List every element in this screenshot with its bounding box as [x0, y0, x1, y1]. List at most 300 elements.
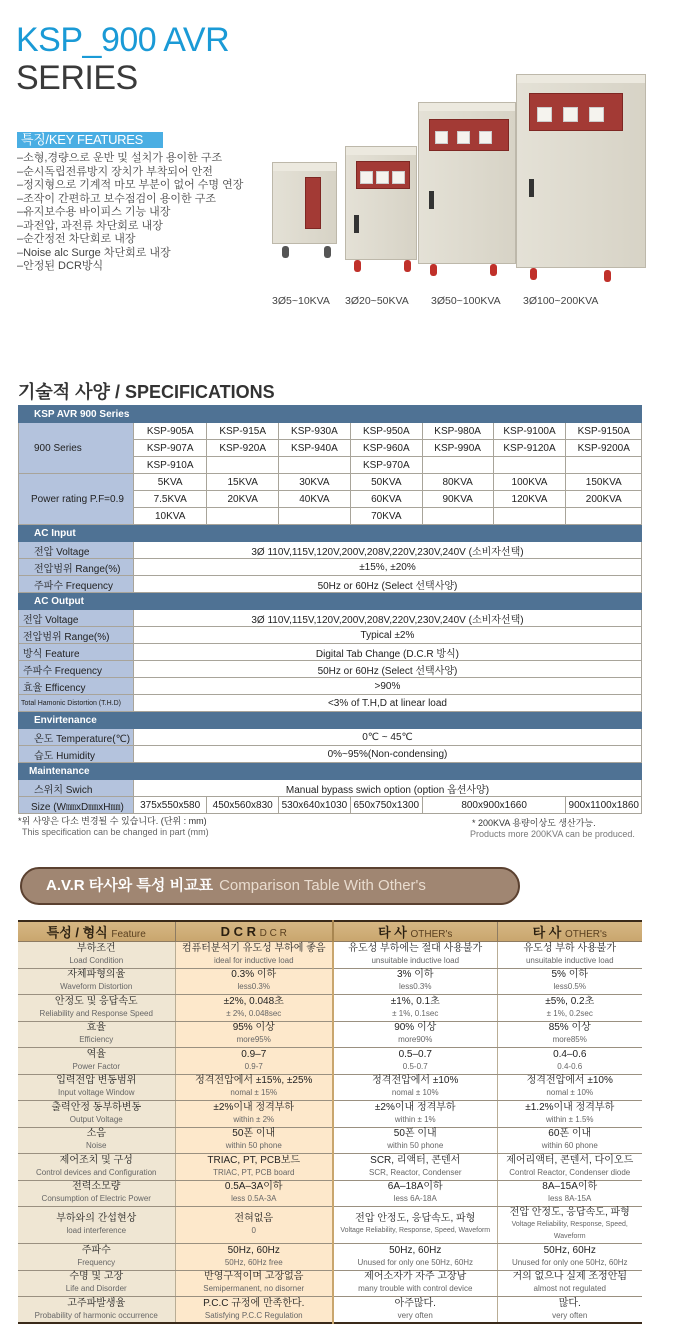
cell-en: Output Voltage [69, 1114, 123, 1124]
cell-en: ± 1%, 0.1sec [392, 1008, 439, 1018]
model-cell [207, 457, 279, 474]
power-cell: 7.5KVA [133, 491, 206, 508]
cell-ko: 거의 없으나 실제 조정안됨 [512, 1271, 628, 1283]
cell-ko: 출력안정 동부하변동 [51, 1101, 142, 1113]
power-cell: 200KVA [566, 491, 642, 508]
row-value: 3Ø 110V,115V,120V,200V,208V,220V,230V,240V (소비자선택) [133, 542, 641, 559]
power-cell: 50KVA [350, 474, 422, 491]
cell-en: Waveform Distortion [60, 982, 133, 992]
cell-ko: 전혀없음 [234, 1213, 274, 1224]
power-cell: 90KVA [422, 491, 493, 508]
size-cell: 375x550x580 [133, 797, 206, 814]
comparison-cell [175, 1180, 333, 1207]
cell-en: less0.3% [399, 982, 432, 992]
cell-en: Frequency [77, 1257, 116, 1267]
comparison-cell [333, 1244, 497, 1271]
feature-item: –과전압, 과전류 차단회로 내장 [17, 219, 163, 232]
cell-ko: 50Hz, 60Hz [543, 1244, 596, 1256]
feature-item: –순시독립전류방지 장치가 부착되어 안전 [17, 165, 213, 178]
comparison-cell [333, 1048, 497, 1075]
cell-en: very often [552, 1310, 588, 1320]
row-label: 온도 Temperature(℃) [19, 729, 134, 746]
power-cell: 15KVA [207, 474, 279, 491]
comparison-cell [18, 1048, 175, 1075]
cell-en: unsuitable inductive load [371, 955, 460, 965]
section-maintenance: Maintenance [19, 763, 642, 780]
cell-en: ± 1%, 0.2sec [546, 1008, 593, 1018]
cell-ko: 0.3% 이하 [231, 969, 277, 981]
cell-ko: ±2%이내 정격부하 [374, 1101, 456, 1113]
power-cell: 20KVA [207, 491, 279, 508]
model-cell: KSP-920A [207, 440, 279, 457]
model-cell: KSP-9100A [493, 423, 566, 440]
cell-en: many trouble with control device [358, 1284, 473, 1294]
cell-ko: 제어조치 및 구성 [59, 1154, 133, 1166]
model-cell [422, 457, 493, 474]
key-features-label: 특징/KEY FEATURES [17, 132, 163, 148]
row-value: 50Hz or 60Hz (Select 선택사양) [133, 661, 641, 678]
cell-ko: ±2%이내 정격부하 [213, 1101, 295, 1113]
cell-ko: 전압 안정도, 응답속도, 파형 [509, 1207, 630, 1218]
table-row [18, 995, 642, 1022]
cell-ko: P.C.C 규정에 만족한다. [203, 1297, 305, 1309]
row-value: 0℃ ~ 45℃ [133, 729, 641, 746]
avr-unit-xlarge [516, 74, 646, 268]
header-other-1: 타 사 OTHER's [333, 921, 497, 942]
cell-ko: 역율 [86, 1048, 106, 1060]
power-cell [493, 508, 566, 525]
cell-ko: 8A–15A이하 [542, 1181, 598, 1193]
avr-unit-large [418, 102, 516, 264]
size-cell: 450x560x830 [207, 797, 279, 814]
comparison-cell [175, 1270, 333, 1297]
cell-en: Unused for only one 50Hz, 60Hz [511, 1257, 628, 1267]
cell-ko: 85% 이상 [548, 1022, 591, 1034]
cell-ko: 수명 및 고장 [69, 1271, 124, 1283]
cell-ko: 컴퓨터분석기 유도성 부하에 좋음 [181, 942, 326, 954]
comparison-cell [497, 1074, 642, 1101]
comparison-cell [333, 1180, 497, 1207]
comparison-cell [497, 1180, 642, 1207]
model-cell: KSP-960A [350, 440, 422, 457]
power-cell: 120KVA [493, 491, 566, 508]
cell-en: Noise [86, 1141, 107, 1151]
cell-ko: 많다. [558, 1297, 581, 1309]
cell-ko: 고주파발생율 [67, 1297, 126, 1309]
page-title: KSP_900 AVR [16, 21, 230, 59]
comparison-cell [175, 1154, 333, 1181]
row-value: 0%~95%(Non-condensing) [133, 746, 641, 763]
cell-en: Control Reactor, Condenser diode [509, 1167, 631, 1177]
row-label: 주파수 Frequency [19, 661, 134, 678]
comparison-cell [333, 1127, 497, 1154]
comparison-cell [18, 1127, 175, 1154]
model-cell: KSP-905A [133, 423, 206, 440]
comparison-cell [333, 1074, 497, 1101]
cell-en: Semipermanent, no disorner [203, 1284, 305, 1294]
cell-en: Load Condition [69, 955, 124, 965]
cell-ko: TRIAC, PT, PCB보드 [207, 1154, 301, 1166]
power-cell: 80KVA [422, 474, 493, 491]
model-cell [493, 457, 566, 474]
comparison-cell [497, 1101, 642, 1128]
comparison-cell [333, 1297, 497, 1324]
cell-ko: 5% 이하 [551, 969, 589, 981]
note-en: This specification can be changed in part (mm) [22, 827, 209, 837]
comparison-cell [18, 1297, 175, 1324]
comparison-cell [497, 1127, 642, 1154]
cell-en: nomal ± 10% [391, 1088, 439, 1098]
row-label: 방식 Feature [19, 644, 134, 661]
model-cell: KSP-930A [278, 423, 350, 440]
table-row [18, 1074, 642, 1101]
comparison-cell [497, 1021, 642, 1048]
note-ko: * 200KVA 용량이상도 생산가능. [472, 818, 596, 828]
series-label: 900 Series [19, 423, 134, 474]
comparison-cell [18, 1244, 175, 1271]
power-cell: 70KVA [350, 508, 422, 525]
cell-ko: 60폰 이내 [548, 1128, 592, 1140]
cell-ko: 3% 이하 [396, 969, 434, 981]
table-row [18, 1180, 642, 1207]
comparison-cell [497, 1244, 642, 1271]
power-cell: 30KVA [278, 474, 350, 491]
cell-en: within 60 phone [541, 1141, 598, 1151]
table-row [18, 1101, 642, 1128]
comparison-banner [20, 867, 520, 905]
comparison-cell [18, 942, 175, 969]
product-caption: 3Ø5~10KVA [272, 295, 330, 307]
cell-en: TRIAC, PT, PCB board [213, 1167, 295, 1177]
row-label: 효율 Efficency [19, 678, 134, 695]
comparison-cell [175, 1207, 333, 1244]
specifications-title: 기술적 사양 / SPECIFICATIONS [18, 382, 275, 402]
section-ac-output: AC Output [19, 593, 642, 610]
comparison-cell [333, 968, 497, 995]
table-row [18, 1127, 642, 1154]
spec-note-left [18, 816, 209, 838]
size-cell: 650x750x1300 [350, 797, 422, 814]
model-cell: KSP-907A [133, 440, 206, 457]
row-value: 50Hz or 60Hz (Select 선택사양) [133, 576, 641, 593]
cell-ko: 소음 [86, 1128, 106, 1140]
cell-en: Probability of harmonic occurrence [34, 1310, 158, 1320]
row-label: 전압 Voltage [19, 542, 134, 559]
header-dcr: D C R D C R [175, 921, 333, 942]
power-cell: 60KVA [350, 491, 422, 508]
row-value: <3% of T.H,D at linear load [133, 695, 641, 712]
cell-ko: ±1%, 0.1초 [390, 995, 440, 1007]
feature-item: –조작이 간편하고 보수점검이 용이한 구조 [17, 192, 216, 205]
comparison-cell [175, 1021, 333, 1048]
model-cell: KSP-9120A [493, 440, 566, 457]
cell-ko: 50폰 이내 [232, 1128, 276, 1140]
comparison-cell [333, 1021, 497, 1048]
header-other-2: 타 사 OTHER's [497, 921, 642, 942]
cell-en: 50Hz, 60Hz free [224, 1257, 283, 1267]
row-value: Typical ±2% [133, 627, 641, 644]
comparison-cell [175, 1074, 333, 1101]
cell-ko: 전력소모량 [72, 1181, 121, 1193]
cell-ko: 50Hz, 60Hz [389, 1244, 442, 1256]
row-label: 전압 Voltage [19, 610, 134, 627]
cell-en: within ± 1.5% [545, 1114, 594, 1124]
power-cell [422, 508, 493, 525]
cell-ko: 90% 이상 [394, 1022, 437, 1034]
model-cell: KSP-970A [350, 457, 422, 474]
cell-en: nomal ± 10% [546, 1088, 594, 1098]
model-cell: KSP-915A [207, 423, 279, 440]
cell-ko: SCR, 리액터, 콘덴서 [370, 1154, 461, 1166]
cell-ko: ±1.2%이내 정격부하 [525, 1101, 615, 1113]
cell-en: within ± 2% [233, 1114, 275, 1124]
power-cell: 40KVA [278, 491, 350, 508]
comparison-table [18, 920, 642, 1324]
cell-en: SCR, Reactor, Condenser [369, 1167, 462, 1177]
comparison-cell [175, 1101, 333, 1128]
table-row [18, 1207, 642, 1244]
comparison-cell [18, 1154, 175, 1181]
row-label: 주파수 Frequency [19, 576, 134, 593]
cell-en: 0.4-0.6 [557, 1061, 583, 1071]
cell-ko: 제어소자가 자주 고장남 [364, 1271, 467, 1283]
table-row [18, 1048, 642, 1075]
comparison-cell [18, 1101, 175, 1128]
cell-en: within ± 1% [394, 1114, 436, 1124]
row-label: 전압범위 Range(%) [19, 559, 134, 576]
row-label: Size (W㎜xD㎜xH㎜) [19, 797, 134, 814]
comparison-cell [18, 995, 175, 1022]
comparison-cell [18, 1270, 175, 1297]
cell-en: less 8A-15A [548, 1194, 592, 1204]
model-cell: KSP-950A [350, 423, 422, 440]
table-row [18, 1270, 642, 1297]
feature-item: –정지형으로 기계적 마모 부분이 없어 수명 연장 [17, 179, 244, 191]
comparison-cell [175, 1127, 333, 1154]
comparison-cell [497, 1048, 642, 1075]
table-row [18, 942, 642, 969]
cell-ko: 전압 안정도, 응답속도, 파형 [355, 1213, 476, 1224]
cell-en: less 0.5A-3A [231, 1194, 277, 1204]
table-row [18, 968, 642, 995]
cell-en: 0 [251, 1226, 256, 1235]
feature-item: –Noise alc Surge 차단회로 내장 [17, 246, 171, 259]
table-row [18, 1297, 642, 1324]
cell-en: Input voltage Window [58, 1088, 135, 1098]
cell-ko: 정격전압에서 ±15%, ±25% [195, 1075, 313, 1087]
row-value: 3Ø 110V,115V,120V,200V,208V,220V,230V,240V (소비자선택) [133, 610, 641, 627]
comparison-cell [18, 968, 175, 995]
table-header: KSP AVR 900 Series [19, 406, 642, 423]
model-cell: KSP-990A [422, 440, 493, 457]
model-cell: KSP-9150A [566, 423, 642, 440]
cell-ko: 정격전압에서 ±10% [526, 1075, 613, 1087]
comparison-cell [333, 942, 497, 969]
cell-ko: 정격전압에서 ±10% [372, 1075, 459, 1087]
cell-en: 0.5-0.7 [402, 1061, 428, 1071]
cell-ko: 효율 [86, 1022, 106, 1034]
cell-ko: 안정도 및 응답속도 [54, 995, 138, 1007]
avr-unit-medium [345, 146, 417, 260]
cell-en: ± 2%, 0.048sec [226, 1008, 282, 1018]
cell-en: almost not regulated [533, 1284, 606, 1294]
cell-en: more85% [552, 1035, 587, 1045]
cell-en: less0.3% [237, 982, 270, 992]
comparison-cell [175, 1297, 333, 1324]
power-cell: 100KVA [493, 474, 566, 491]
comparison-cell [497, 1297, 642, 1324]
cell-en: more95% [236, 1035, 271, 1045]
power-cell [566, 508, 642, 525]
model-cell [278, 457, 350, 474]
cell-en: Control devices and Configuration [35, 1167, 157, 1177]
cell-en: unsuitable inductive load [525, 955, 614, 965]
banner-title-en: Comparison Table With Other's [219, 877, 426, 894]
power-cell: 5KVA [133, 474, 206, 491]
power-cell [278, 508, 350, 525]
comparison-cell [175, 1244, 333, 1271]
cell-en: Power Factor [72, 1061, 121, 1071]
cell-ko: 주파수 [81, 1244, 111, 1256]
cell-ko: 제어리액터, 콘덴서, 다이오드 [506, 1154, 634, 1166]
page-subtitle: SERIES [16, 59, 138, 97]
comparison-cell [175, 1048, 333, 1075]
cell-ko: ±2%, 0.048초 [223, 995, 284, 1007]
cell-en: Life and Disorder [65, 1284, 127, 1294]
cell-ko: 0.9–7 [241, 1048, 267, 1060]
cell-ko: 자체파형의율 [67, 969, 126, 981]
cell-ko: 아주많다. [394, 1297, 436, 1309]
key-features-list [17, 152, 243, 274]
comparison-cell [497, 1270, 642, 1297]
comparison-cell [333, 995, 497, 1022]
power-label: Power rating P.F=0.9 [19, 474, 134, 525]
cell-en: ideal for inductive load [213, 955, 294, 965]
row-value: >90% [133, 678, 641, 695]
model-cell: KSP-9200A [566, 440, 642, 457]
feature-item: –순간정전 차단회로 내장 [17, 233, 136, 245]
comparison-cell [175, 968, 333, 995]
row-label: 전압범위 Range(%) [19, 627, 134, 644]
cell-ko: ±5%, 0.2초 [545, 995, 595, 1007]
product-caption: 3Ø100~200KVA [523, 295, 599, 307]
size-cell: 530x640x1030 [278, 797, 350, 814]
size-cell: 900x1100x1860 [566, 797, 642, 814]
comparison-cell [333, 1207, 497, 1244]
note-en: Products more 200KVA can be produced. [470, 829, 635, 839]
cell-ko: 6A–18A이하 [387, 1181, 443, 1193]
cell-ko: 입력전압 변동범위 [56, 1075, 137, 1087]
cell-en: Satisfying P.C.C Regulation [204, 1310, 303, 1320]
size-cell: 800x900x1660 [422, 797, 566, 814]
specifications-table [18, 405, 642, 814]
cell-en: Efficiency [79, 1035, 114, 1045]
cell-en: Unused for only one 50Hz, 60Hz [357, 1257, 474, 1267]
comparison-cell [497, 995, 642, 1022]
cell-en: less 6A-18A [393, 1194, 437, 1204]
row-label: Total Hamonic Distortion (T.H.D) [19, 695, 134, 712]
note-ko: *위 사양은 다소 변경될 수 있습니다. (단위 : mm) [18, 816, 207, 826]
banner-title-ko: A.V.R 타사와 특성 비교표 [46, 877, 214, 894]
power-cell: 150KVA [566, 474, 642, 491]
comparison-cell [333, 1270, 497, 1297]
model-cell [566, 457, 642, 474]
header-feature: 특성 / 형식 Feature [18, 921, 175, 942]
comparison-cell [18, 1207, 175, 1244]
cell-en: load interference [66, 1226, 127, 1235]
cell-ko: 50Hz, 60Hz [227, 1244, 280, 1256]
spec-note-right [470, 818, 635, 840]
row-value: Digital Tab Change (D.C.R 방식) [133, 644, 641, 661]
model-cell: KSP-910A [133, 457, 206, 474]
comparison-cell [18, 1074, 175, 1101]
row-label: 스위치 Swich [19, 780, 134, 797]
cell-ko: 0.5–0.7 [398, 1048, 432, 1060]
cell-ko: 유도성 부하에는 절대 사용불가 [348, 942, 483, 954]
comparison-cell [18, 1021, 175, 1048]
avr-unit-small [272, 162, 337, 244]
cell-en: 0.9-7 [244, 1061, 263, 1071]
cell-en: very often [397, 1310, 433, 1320]
table-row [18, 1244, 642, 1271]
comparison-cell [18, 1180, 175, 1207]
table-row [18, 1021, 642, 1048]
cell-en: Consumption of Electric Power [41, 1194, 151, 1204]
comparison-cell [175, 942, 333, 969]
model-cell: KSP-980A [422, 423, 493, 440]
comparison-cell [333, 1154, 497, 1181]
cell-en: within 50 phone [387, 1141, 444, 1151]
cell-ko: 반영구적이며 고장없음 [204, 1271, 304, 1283]
product-image [268, 58, 658, 293]
section-ac-input: AC Input [19, 525, 642, 542]
cell-ko: 부하조건 [76, 942, 116, 954]
row-value: ±15%, ±20% [133, 559, 641, 576]
comparison-cell [497, 1154, 642, 1181]
cell-en: Voltage Reliability, Response, Speed, Waveform [511, 1221, 628, 1240]
cell-en: nomal ± 15% [230, 1088, 278, 1098]
product-caption: 3Ø20~50KVA [345, 295, 409, 307]
cell-ko: 95% 이상 [232, 1022, 275, 1034]
comparison-cell [175, 995, 333, 1022]
feature-item: –유지보수용 바이피스 기능 내장 [17, 206, 171, 218]
cell-ko: 0.5A–3A이하 [224, 1181, 283, 1193]
comparison-cell [497, 1207, 642, 1244]
section-environment: Envirtenance [19, 712, 642, 729]
cell-ko: 50폰 이내 [393, 1128, 437, 1140]
model-cell: KSP-940A [278, 440, 350, 457]
power-cell: 10KVA [133, 508, 206, 525]
cell-ko: 부하와의 간섭현상 [56, 1213, 137, 1224]
cell-en: less0.5% [553, 982, 586, 992]
cell-en: Voltage Reliability, Response, Speed, Waveform [340, 1227, 491, 1234]
table-row [18, 1154, 642, 1181]
cell-ko: 유도성 부하 사용불가 [523, 942, 616, 954]
comparison-cell [497, 942, 642, 969]
cell-en: more90% [398, 1035, 433, 1045]
feature-item: –안정된 DCR방식 [17, 260, 104, 272]
row-label: 습도 Humidity [19, 746, 134, 763]
cell-ko: 0.4–0.6 [553, 1048, 587, 1060]
power-cell [207, 508, 279, 525]
comparison-cell [333, 1101, 497, 1128]
cell-en: within 50 phone [225, 1141, 282, 1151]
row-value: Manual bypass swich option (option 옵션사양) [133, 780, 641, 797]
feature-item: –소형,경량으로 운반 및 설치가 용이한 구조 [17, 152, 223, 164]
product-caption: 3Ø50~100KVA [431, 295, 501, 307]
cell-en: Reliability and Response Speed [39, 1008, 153, 1018]
comparison-cell [497, 968, 642, 995]
